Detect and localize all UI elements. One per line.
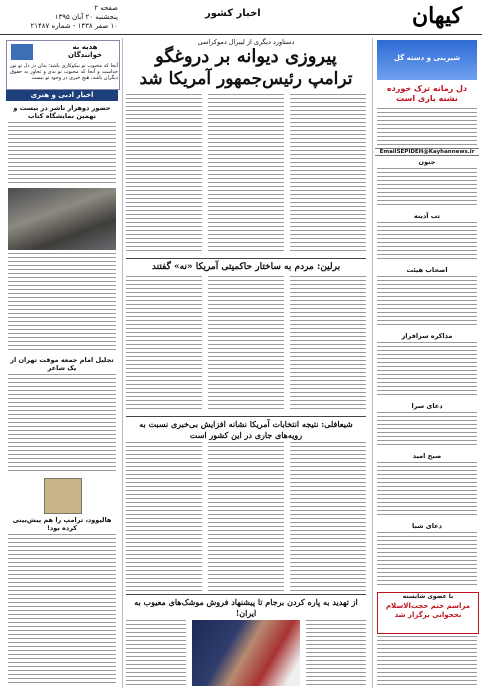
main-story-text-col1 xyxy=(126,94,202,254)
main-headline-line2: ترامپ رئیس‌جمهور آمریکا شد xyxy=(139,69,353,89)
classified-text-1 xyxy=(377,168,477,208)
literary-item3-title: هالیوود، ترامپ را هم پیش‌بینی کرده بود! xyxy=(12,516,112,532)
literary-item3-text xyxy=(8,534,116,684)
classified-header-3: اصحاب هیئت xyxy=(406,266,448,274)
classified-text-5 xyxy=(377,412,477,448)
section-title: اخبار کشور xyxy=(205,8,261,19)
masthead xyxy=(0,0,482,35)
ad-banner xyxy=(377,40,477,80)
classified-header-5: دعای سرا xyxy=(411,402,443,410)
story4-text-col2 xyxy=(306,620,366,686)
page-number: صفحه ۲ xyxy=(94,4,118,12)
literary-item2-text xyxy=(8,374,116,474)
story2-text-col3 xyxy=(290,276,366,411)
story4-text-col1 xyxy=(126,620,186,686)
literary-item1-title: حضور دوهزار ناشر در بیست و نهمین نمایشگاه کتاب xyxy=(13,104,111,120)
date-line: پنجشنبه ۲۰ آبان ۱۳۹۵ xyxy=(54,13,118,21)
story2-text-col1 xyxy=(126,276,202,411)
quote-text: آنجا که محبوب تو نیکوکاری باشد؛ بدان در دل تو نور خداست و آنجا که محبوب تو بدی و تجاوز به حقوق دیگران باشد، هیچ خیری در وجود تو نیست xyxy=(10,63,118,81)
classified-text-4 xyxy=(377,342,477,398)
story3-headline: شیعافلی: نتیجه انتخابات آمریکا نشانه افزایش بی‌خبری نسبت به رویه‌های جاری در این کشور است xyxy=(126,416,366,441)
condolence-box-text: مراسم ختم حجت‌الاسلام نخجوانی برگزار شد xyxy=(385,602,471,619)
literary-section-title: اخبار ادبی و هنری xyxy=(30,91,94,99)
ad-banner-text: شیرینی و دسته گل xyxy=(393,54,461,62)
classified-header-1: جنون xyxy=(418,158,436,166)
issue-info xyxy=(8,4,118,31)
trump-photo xyxy=(192,620,300,686)
main-headline-line1: پیروزی دیوانه بر دروغگو xyxy=(155,46,337,67)
classified-header-2: تب آدینه xyxy=(413,212,441,220)
story3-text-col1 xyxy=(126,442,202,592)
kicker: دستاورد دیگری از لیبرال دموکراسی xyxy=(197,38,295,46)
classified-text-6 xyxy=(377,462,477,518)
ad-text xyxy=(377,108,477,146)
literary-item2-title: تجلیل امام جمعه موقت تهران از یک شاعر xyxy=(10,356,114,372)
main-story-text-col2 xyxy=(208,94,284,254)
main-story-text-col3 xyxy=(290,94,366,254)
literary-section-header xyxy=(6,90,118,101)
quote-image xyxy=(11,44,33,60)
classified-text-7 xyxy=(377,532,477,588)
story4-headline: از تهدید به پاره کردن برجام تا پیشنهاد فروش موشک‌های معیوب به ایران! xyxy=(126,594,366,619)
condolence-box xyxy=(377,592,479,634)
condolence-text xyxy=(377,636,477,686)
classified-header-6: صبح امید xyxy=(412,452,442,460)
issue-line: ۱۰ صفر ۱۴۳۸ - شماره ۲۱۴۸۷ xyxy=(30,22,118,30)
condolence-box-title: با عضوی شایسته xyxy=(402,593,454,600)
ad-title: دل رمانه ترک خورده نشنه یاری است xyxy=(386,84,468,103)
story2-headline: برلین: مردم به ساختار حاکمیتی آمریکا «نه» گفتند xyxy=(126,258,366,273)
crowd-photo xyxy=(8,188,116,250)
story3-text-col2 xyxy=(208,442,284,592)
right-column xyxy=(372,38,479,688)
main-story xyxy=(126,38,366,688)
quote-box xyxy=(6,40,120,90)
classified-header-4: مذاکره سرافراز xyxy=(401,332,453,340)
story2-text-col2 xyxy=(208,276,284,411)
classified-header-7: دعای شبا xyxy=(412,522,442,530)
quote-box-title: هدیه به خوانندگان xyxy=(67,43,103,59)
story3-text-col3 xyxy=(290,442,366,592)
classified-text-3 xyxy=(377,276,477,328)
book-cover-image xyxy=(44,478,82,514)
literary-item1-text xyxy=(8,122,116,184)
email-link[interactable]: EmailSEPIDEH@Kayhannews.ir xyxy=(375,148,479,156)
newspaper-logo: کیهان xyxy=(411,3,463,29)
literary-item1-text-cont xyxy=(8,253,116,353)
left-column xyxy=(4,38,123,688)
classified-text-2 xyxy=(377,222,477,262)
